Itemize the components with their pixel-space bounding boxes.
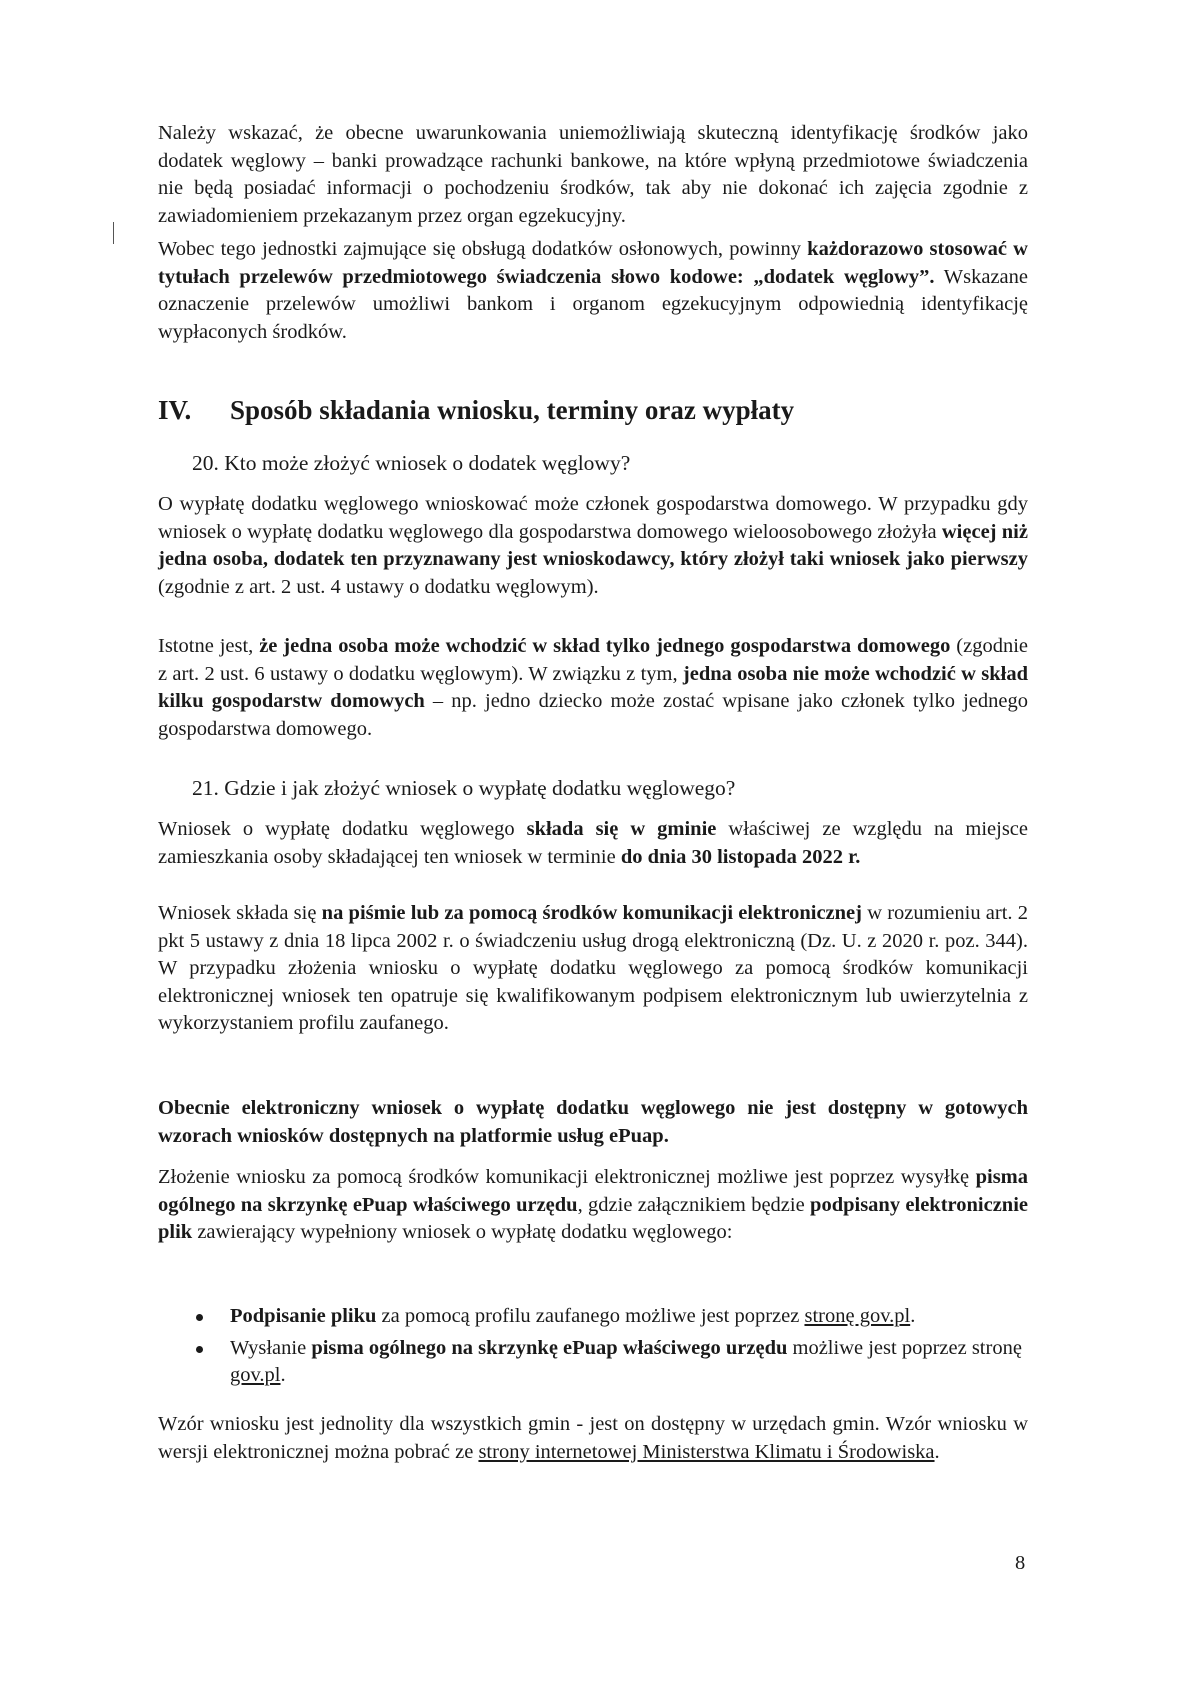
page-number: 8 — [1015, 1552, 1026, 1574]
bold-text-run: pisma ogólnego na skrzynkę ePuap właściwego urzędu — [311, 1336, 788, 1359]
bold-text-run: na piśmie lub za pomocą środków komunikacji elektronicznej — [321, 902, 862, 924]
question-heading-21: 21. Gdzie i jak złożyć wniosek o wypłatę dodatku węglowego? — [192, 776, 736, 800]
paragraph-where-to-apply — [158, 816, 1028, 871]
paragraph-one-household — [158, 633, 1028, 743]
bold-text-run: Podpisanie pliku — [230, 1305, 377, 1327]
paragraph-who-can-apply — [158, 491, 1028, 601]
link-ministry-website[interactable]: strony internetowej Ministerstwa Klimatu i Środowiska — [478, 1440, 935, 1463]
question-heading-20: 20. Kto może złożyć wniosek o dodatek węglowy? — [192, 451, 631, 475]
text-run: właściwej ze względu na miejsce zamieszkania osoby składającej ten wniosek w terminie — [158, 818, 1028, 868]
text-run: Wobec tego jednostki zajmujące się obsługą dodatków osłonowych, powinny — [158, 238, 808, 260]
text-run: za pomocą profilu zaufanego możliwe jest poprzez — [376, 1305, 805, 1327]
link-gov-pl[interactable]: gov.pl — [230, 1364, 281, 1386]
section-title: Sposób składania wniosku, terminy oraz wypłaty — [230, 395, 795, 425]
bold-text-run: że jedna osoba może wchodzić w skład tylko jednego gospodarstwa domowego — [259, 635, 951, 657]
bold-text-run: składa się w gminie — [526, 818, 717, 840]
text-run: możliwe jest poprzez stronę — [787, 1336, 1022, 1359]
text-run: Złożenie wniosku za pomocą środków komunikacji elektronicznej możliwe jest poprzez wysyłkę — [158, 1166, 976, 1188]
bold-text-run: Obecnie elektroniczny wniosek o wypłatę dodatku węglowego nie jest dostępny w gotowych wzorach wniosków dostępnych na platformie usług ePuap. — [158, 1097, 1028, 1147]
text-run: (zgodnie z art. 2 ust. 6 ustawy o dodatku węglowym). W związku z tym, — [158, 635, 1028, 685]
section-heading — [158, 393, 794, 427]
section-number: IV. — [158, 395, 192, 425]
paragraph-transfer-code — [158, 236, 1028, 346]
paragraph-text: Należy wskazać, że obecne uwarunkowania uniemożliwiają skuteczną identyfikację środków jako dodatek węglowy – banki prowadzące rachunki bankowe, na które wpłyną przedmiotowe świadczenia nie będą posiadać informacji o pochodzeniu środków, tak aby nie dokonać ich zajęcia zgodnie z zawiadomieniem przekazanym przez organ egzekucyjny. — [158, 122, 1028, 227]
text-run: Wskazane oznaczenie przelewów umożliwi bankom i organom egzekucyjnym odpowiednią identyfikację wypłaconych środków. — [158, 265, 1028, 343]
text-run: Wzór wniosku jest jednolity dla wszystkich gmin - jest on dostępny w urzędach gmin. Wzór wniosku w wersji elektronicznej można pobrać ze — [158, 1413, 1028, 1463]
paragraph-form-template — [158, 1411, 1028, 1466]
bold-text-run: jedna osoba nie może wchodzić w skład kilku gospodarstw domowych — [158, 662, 1028, 712]
bold-text-run: do dnia 30 listopada 2022 r. — [620, 845, 861, 868]
link-gov-pl[interactable]: stronę gov.pl — [804, 1305, 911, 1327]
text-run: Wniosek składa się — [158, 902, 322, 924]
text-run: Wniosek o wypłatę dodatku węglowego — [158, 818, 527, 840]
text-run: , gdzie załącznikiem będzie — [577, 1193, 811, 1216]
bold-text-run: każdorazowo stosować w tytułach przelewów przedmiotowego świadczenia słowo kodowe: „dodatek węglowy”. — [158, 238, 1028, 288]
bullet-icon — [196, 1314, 203, 1321]
text-run: – np. jedno dziecko może zostać wpisane jako członek tylko jednego gospodarstwa domowego. — [158, 690, 1028, 740]
bold-text-run: pisma ogólnego na skrzynkę ePuap właściwego urzędu — [158, 1166, 1028, 1216]
paragraph-identification — [158, 120, 1028, 230]
paragraph-electronic-submission — [158, 1164, 1028, 1247]
text-run: w rozumieniu art. 2 pkt 5 ustawy z dnia 18 lipca 2002 r. o świadczeniu usług drogą elektroniczną (Dz. U. z 2020 r. poz. 344). W przypadku złożenia wniosku o wypłatę dodatku węglowego za pomocą środków komunikacji elektronicznej wniosek ten opatruje się kwalifikowanym podpisem elektronicznym lub uwierzytelnia z wykorzystaniem profilu zaufanego. — [158, 902, 1029, 1034]
bold-text-run: podpisany elektronicznie plik — [158, 1193, 1028, 1243]
paragraph-epuap-notice — [158, 1095, 1028, 1150]
text-run: . — [910, 1305, 916, 1327]
text-run: O wypłatę dodatku węglowego wnioskować może członek gospodarstwa domowego. W przypadku gdy wniosek o wypłatę dodatku węglowego dla gospodarstwa domowego wieloosobowego złożyła — [158, 493, 1028, 543]
bullet-icon — [196, 1346, 203, 1353]
text-run: Wysłanie — [230, 1336, 312, 1359]
paragraph-how-to-apply — [158, 900, 1028, 1038]
bold-text-run: więcej niż jedna osoba, dodatek ten przyznawany jest wnioskodawcy, który złożył taki wniosek jako pierwszy — [158, 520, 1028, 570]
bullet-list — [158, 1303, 1028, 1394]
list-item — [158, 1303, 1028, 1331]
text-run: . — [934, 1440, 940, 1463]
text-run: . — [280, 1364, 286, 1386]
list-item — [158, 1335, 1028, 1390]
margin-mark — [113, 222, 114, 244]
text-run: (zgodnie z art. 2 ust. 4 ustawy o dodatku węglowym). — [158, 575, 599, 598]
text-run: zawierający wypełniony wniosek o wypłatę dodatku węglowego: — [192, 1221, 733, 1243]
text-run: Istotne jest, — [158, 635, 260, 657]
